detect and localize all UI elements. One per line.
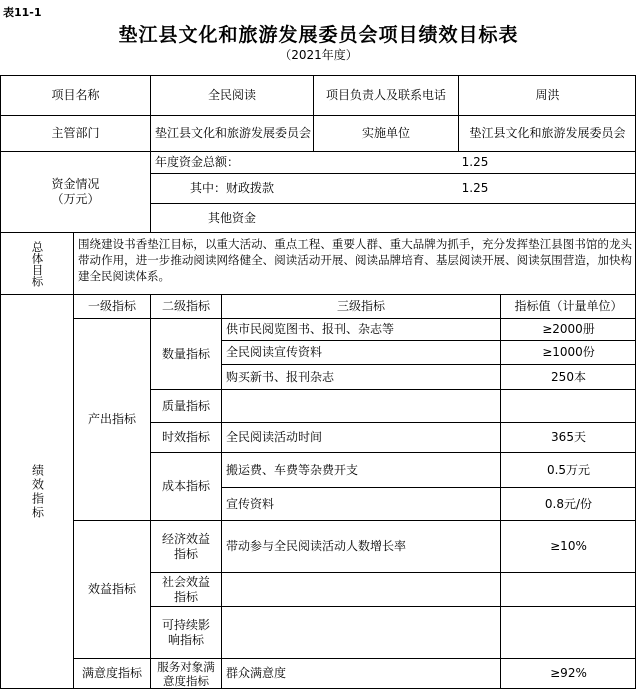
goal-text: 围绕建设书香垫江目标，以重大活动、重点工程、重要人群、重大品牌为抓手，充分发挥垫江县图书馆的龙头带动作用，进一步推动阅读网络健全、阅读活动开展、阅读品牌培育、基层阅读开展、阅读氛围营造，加快构建全民阅读体系。	[78, 237, 632, 283]
performance-label: 绩效指标	[30, 463, 45, 520]
funds-fiscal: 1.25	[461, 181, 489, 195]
indicator-item: 供市民阅览图书、报刊、杂志等	[226, 322, 395, 336]
level2-sustainable: 可持续影响指标	[161, 617, 210, 647]
indicator-value	[501, 573, 636, 606]
indicator-value	[501, 607, 636, 658]
funds-total: 1.25	[461, 155, 489, 169]
header-value: 指标值（计量单位）	[514, 299, 623, 313]
table-number: 表11-1	[3, 6, 42, 19]
indicator-value: 250本	[551, 369, 586, 384]
indicator-value: ≥10%	[550, 539, 587, 553]
indicator-value: 0.5万元	[546, 462, 591, 477]
dept-name: 垫江县文化和旅游发展委员会	[155, 126, 312, 140]
level1-output: 产出指标	[87, 412, 136, 426]
project-name-label: 项目名称	[51, 88, 100, 102]
funds-total-label: 年度资金总额：	[155, 155, 240, 169]
indicator-item	[222, 390, 500, 422]
fiscal-year: （2021年度）	[279, 48, 358, 62]
indicator-value	[501, 390, 636, 422]
project-leader: 周洪	[535, 88, 560, 102]
project-leader-label: 项目负责人及联系电话	[325, 88, 446, 102]
funds-other	[314, 204, 636, 232]
indicator-item: 购买新书、报刊杂志	[226, 369, 335, 384]
indicator-item: 全民阅读宣传资料	[226, 345, 323, 359]
indicator-item	[222, 573, 500, 606]
indicator-item: 宣传资料	[226, 496, 275, 511]
level1-benefit: 效益指标	[87, 582, 136, 596]
level2-social: 社会效益指标	[161, 574, 210, 604]
header-level3: 三级指标	[336, 299, 385, 313]
level2-quantity: 数量指标	[161, 346, 210, 361]
level2-cost: 成本指标	[161, 479, 210, 493]
funds-other-label: 其他资金	[207, 210, 256, 225]
header-level1: 一级指标	[87, 299, 136, 313]
level2-quality: 质量指标	[161, 398, 210, 413]
indicator-value: ≥2000册	[542, 322, 595, 336]
level2-timeliness: 时效指标	[161, 430, 210, 444]
indicator-value: 0.8元/份	[544, 496, 593, 511]
level1-satisfaction: 满意度指标	[81, 666, 142, 680]
page-title: 垫江县文化和旅游发展委员会项目绩效目标表	[118, 24, 519, 46]
goal-label: 总体目标	[30, 240, 45, 287]
level2-service-satisfaction: 服务对象满意度指标	[157, 659, 215, 688]
project-name: 全民阅读	[207, 88, 256, 102]
funds-label: 资金情况 （万元）	[51, 177, 100, 206]
impl-unit: 垫江县文化和旅游发展委员会	[469, 126, 626, 140]
indicator-item	[222, 607, 500, 658]
header-level2: 二级指标	[161, 299, 210, 313]
dept-label: 主管部门	[51, 126, 100, 140]
indicator-value: 365天	[551, 430, 586, 444]
level2-economic: 经济效益指标	[161, 531, 210, 561]
funds-fiscal-label: 其中：财政拨款	[189, 181, 274, 195]
indicator-item: 搬运费、车费等杂费开支	[226, 462, 359, 477]
indicator-value: ≥1000份	[542, 345, 595, 359]
indicator-item: 带动参与全民阅读活动人数增长率	[226, 539, 407, 553]
impl-label: 实施单位	[361, 126, 410, 140]
indicator-item: 群众满意度	[226, 666, 287, 680]
indicator-item: 全民阅读活动时间	[226, 430, 323, 444]
indicator-value: ≥92%	[550, 666, 587, 680]
